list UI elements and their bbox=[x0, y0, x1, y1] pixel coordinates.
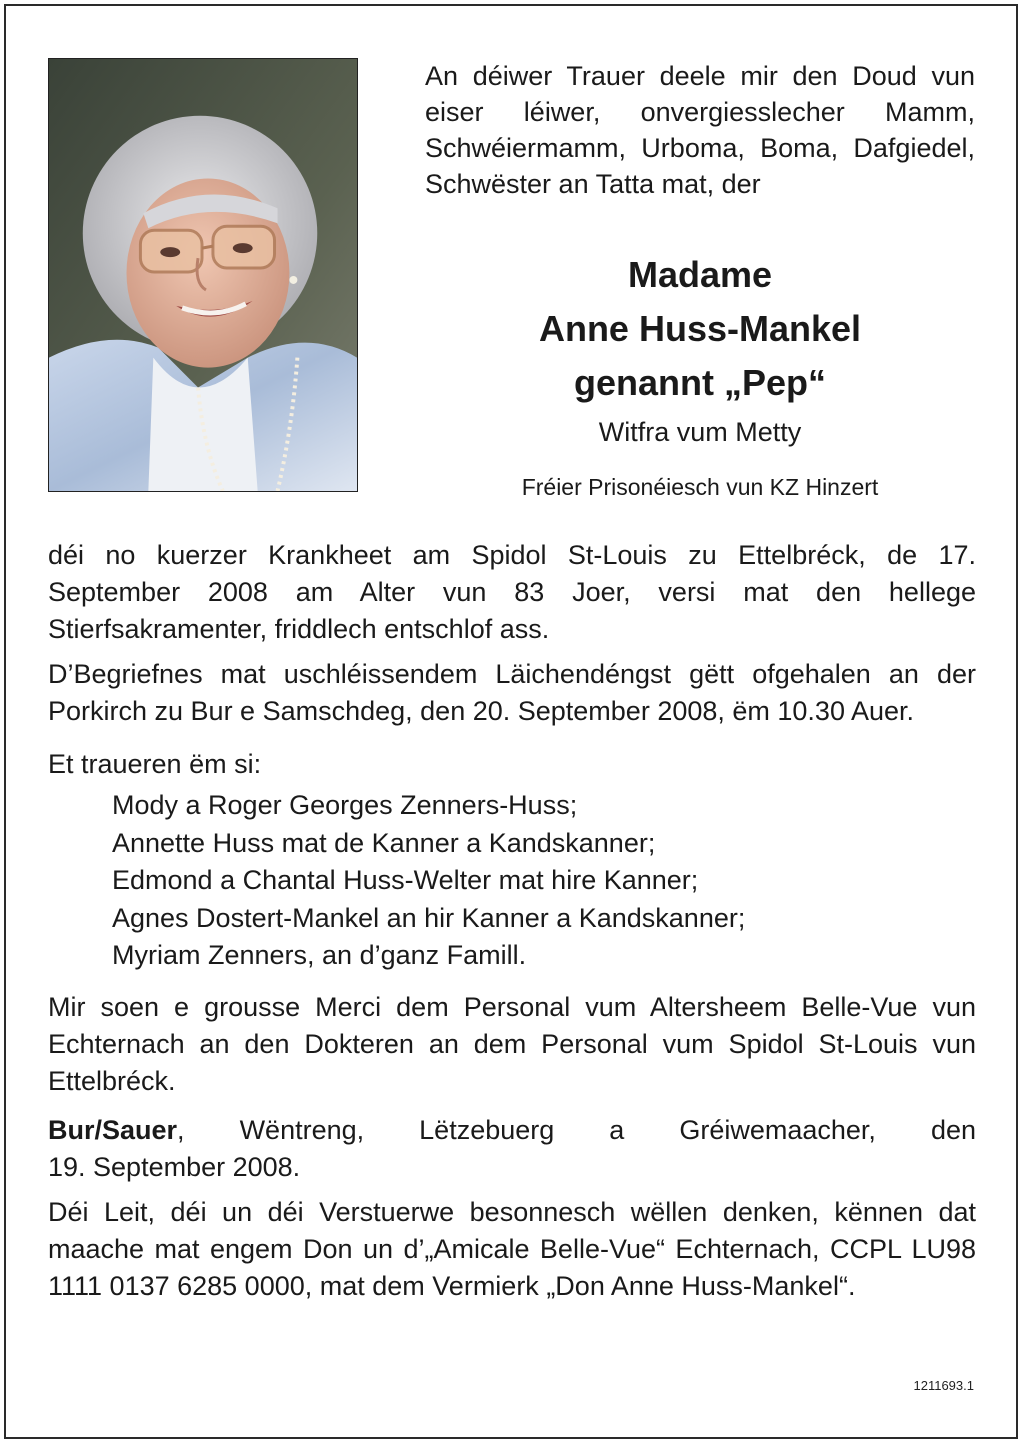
place-line-rest: , Wëntreng, Lëtzebuerg a Gréiwemaacher, den bbox=[177, 1114, 976, 1145]
portrait-photo bbox=[48, 58, 358, 492]
reference-number: 1211693.1 bbox=[913, 1378, 974, 1393]
date-line: 19. September 2008. bbox=[48, 1151, 301, 1182]
mourners-title: Et traueren ëm si: bbox=[48, 749, 262, 779]
funeral-paragraph: D’Begriefnes mat uschléissendem Läichendéngst gëtt ofgehalen an der Porkirch zu Bur e Samschdeg, den 20. September 2008, ëm 10.30 Auer. bbox=[48, 659, 976, 726]
notice-body bbox=[48, 537, 976, 1305]
place-line bbox=[48, 1112, 976, 1149]
widow-of: Witfra vum Metty bbox=[598, 417, 802, 447]
mourner-item: Edmond a Chantal Huss-Welter mat hire Kanner; bbox=[112, 865, 699, 895]
deceased-name: Anne Huss-Mankel bbox=[538, 308, 862, 349]
thanks-paragraph: Mir soen e grousse Merci dem Personal vum Altersheem Belle-Vue vun Echternach an den Dokteren an dem Personal vum Spidol St-Louis vun Ettelbréck. bbox=[48, 991, 976, 1096]
mourner-item: Myriam Zenners, an d’ganz Famill. bbox=[112, 940, 527, 970]
mourners-list bbox=[112, 787, 976, 975]
mourner-item: Mody a Roger Georges Zenners-Huss; bbox=[112, 790, 578, 820]
mourner-item: Agnes Dostert-Mankel an hir Kanner a Kandskanner; bbox=[112, 902, 746, 933]
nickname: genannt „Pep“ bbox=[573, 362, 827, 403]
prisoner-note: Fréier Prisonéiesch vun KZ Hinzert bbox=[521, 474, 879, 500]
death-paragraph: déi no kuerzer Krankheet am Spidol St-Louis zu Ettelbréck, de 17. September 2008 am Alter vun 83 Joer, versi mat den hellege Stierfsakramenter, friddlech entschlof ass. bbox=[48, 540, 976, 644]
mourner-item: Annette Huss mat de Kanner a Kandskanner; bbox=[112, 827, 656, 858]
place-name: Bur/Sauer bbox=[48, 1114, 178, 1145]
name-title: Madame bbox=[627, 254, 773, 295]
name-block bbox=[425, 248, 975, 502]
donation-paragraph: Déi Leit, déi un déi Verstuerwe besonnesch wëllen denken, kënnen dat maache mat engem Don un d’„Amicale Belle-Vue“ Echternach, CCPL LU98 1111 0137 6285 0000, mat dem Vermierk „Don Anne Huss-Mankel“. bbox=[48, 1196, 976, 1301]
intro-text: An déiwer Trauer deele mir den Doud vun eiser léiwer, onvergiesslecher Mamm, Schwéiermamm, Urboma, Boma, Dafgiedel, Schwëster an Tatta mat, der bbox=[425, 61, 975, 199]
